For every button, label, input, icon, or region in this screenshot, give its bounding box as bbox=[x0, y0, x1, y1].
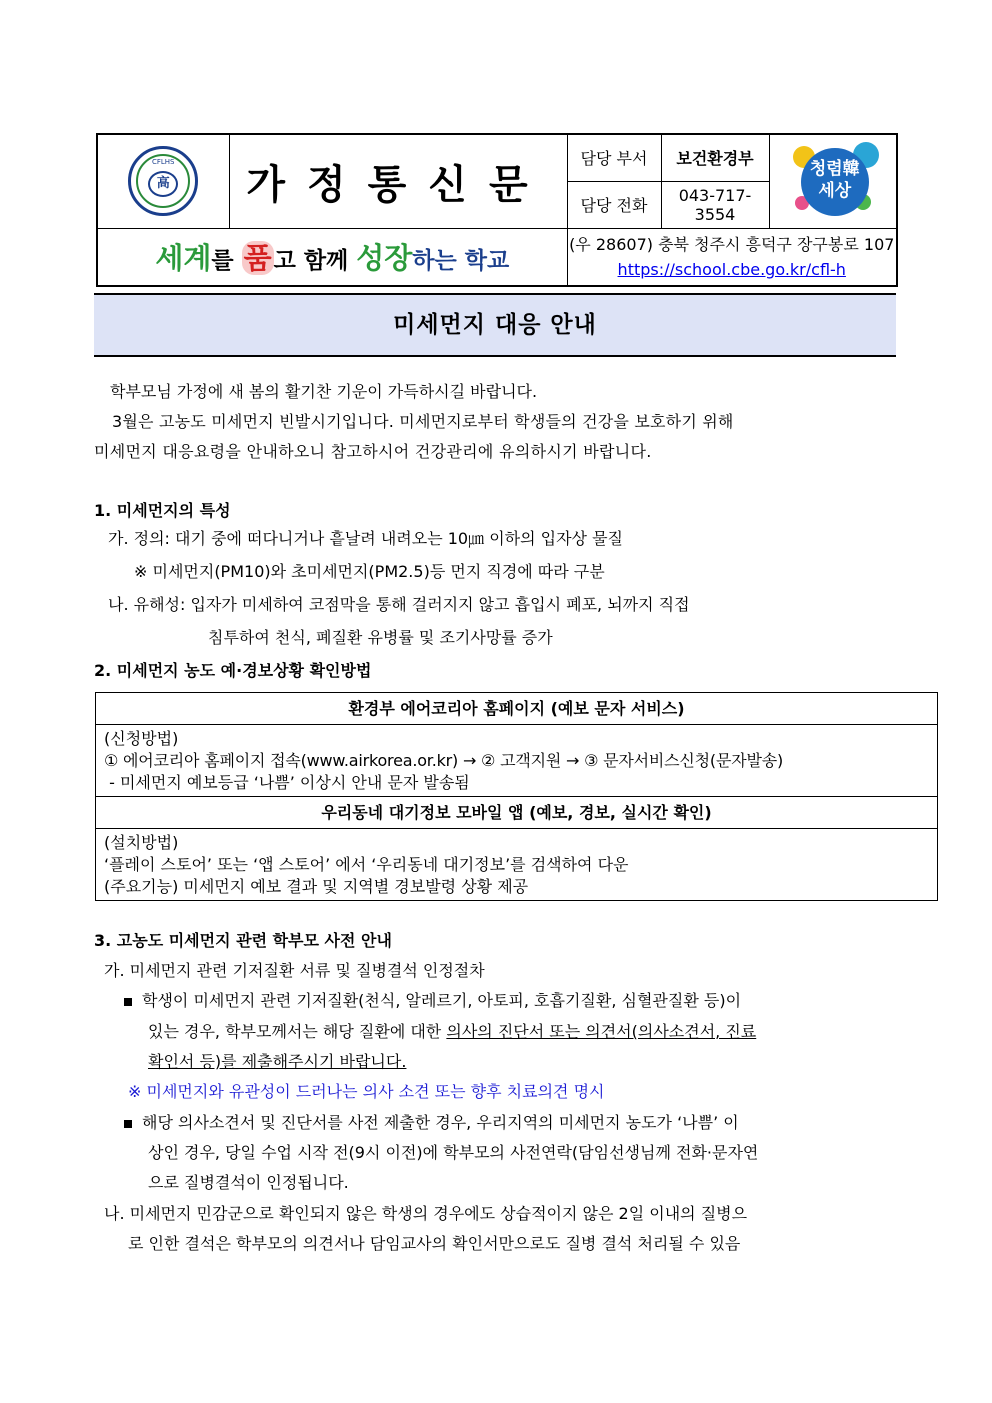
slogan-part-2: 를 bbox=[211, 248, 242, 275]
bullet-2-line-1: 해당 의사소견서 및 진단서를 사전 제출한 경우, 우리지역의 미세먼지 농도가 ‘나쁨’ 이 bbox=[142, 1113, 739, 1132]
intro-line-3: 미세먼지 대응요령을 안내하오니 참고하시어 건강관리에 유의하시기 바랍니다. bbox=[94, 442, 652, 461]
phone-label: 담당 전화 bbox=[567, 181, 661, 228]
section-3-b-line-1: 나. 미세먼지 민감군으로 확인되지 않은 학생의 경우에도 상습적이지 않은 2일 이내의 질병으 bbox=[104, 1204, 748, 1223]
section-3-b-line-2: 로 인한 결석은 학부모의 의견서나 담임교사의 확인서만으로도 질병 결석 처리될 수 있음 bbox=[128, 1234, 741, 1253]
bullet-1-line-1: 학생이 미세먼지 관련 기저질환(천식, 알레르기, 아토피, 호흡기질환, 심혈관질환 등)이 bbox=[142, 991, 742, 1010]
airkorea-body bbox=[96, 725, 937, 797]
section-1-harm-line-2: 침투하여 천식, 폐질환 유병률 및 조기사망률 증가 bbox=[208, 628, 553, 647]
slogan-part-4: 고 함께 bbox=[273, 248, 357, 275]
slogan-part-5: 성장 bbox=[356, 241, 413, 276]
airkorea-title: 환경부 에어코리아 홈페이지 (예보 문자 서비스) bbox=[96, 693, 937, 725]
dept-label: 담당 부서 bbox=[567, 134, 661, 181]
section-2-heading: 2. 미세먼지 농도 예·경보상황 확인방법 bbox=[94, 661, 372, 680]
mark-text-2: 세상 bbox=[818, 181, 852, 202]
emblem-char: 高 bbox=[148, 171, 178, 197]
bullet-1-line-2a: 있는 경우, 학부모께서는 해당 질환에 대한 bbox=[148, 1022, 447, 1041]
app-body bbox=[96, 829, 937, 900]
slogan-part-6: 하는 학교 bbox=[412, 248, 510, 275]
section-3-bullet-1 bbox=[124, 990, 741, 1012]
app-title: 우리동네 대기정보 모바일 앱 (예보, 경보, 실시간 확인) bbox=[96, 797, 937, 829]
airkorea-line-1: (신청방법) bbox=[104, 729, 179, 748]
integrity-logo-icon bbox=[783, 140, 883, 222]
bullet-1-line-2b: 의사의 진단서 또는 의견서(의사소견서, 진료 bbox=[446, 1022, 757, 1041]
section-1-note: ※ 미세먼지(PM10)와 초미세먼지(PM2.5)등 먼지 직경에 따라 구분 bbox=[134, 562, 605, 581]
section-3-heading: 3. 고농도 미세먼지 관련 학부모 사전 안내 bbox=[94, 931, 392, 950]
integrity-mark-cell bbox=[769, 134, 897, 228]
bullet-1-line-2-wrap bbox=[148, 1021, 756, 1043]
section-1-definition: 가. 정의: 대기 중에 떠다니거나 흩날려 내려오는 10㎛ 이하의 입자상 물질 bbox=[108, 529, 624, 548]
intro-line-1: 학부모님 가정에 새 봄의 활기찬 기운이 가득하시길 바랍니다. bbox=[110, 382, 538, 401]
section-1-harm-line-1: 나. 유해성: 입자가 미세하여 코점막을 통해 걸러지지 않고 흡입시 폐포, 뇌까지 직접 bbox=[108, 595, 690, 614]
info-box bbox=[95, 692, 938, 901]
bullet-icon bbox=[124, 1120, 132, 1128]
slogan-part-3: 품 bbox=[243, 241, 272, 276]
section-3-bullet-2 bbox=[124, 1112, 739, 1134]
dept-value: 보건환경부 bbox=[661, 134, 769, 181]
bullet-2-line-2: 상인 경우, 당일 수업 시작 전(9시 이전)에 학부모의 사전연락(담임선생님께 전화·문자연 bbox=[148, 1143, 759, 1162]
notice-title-banner: 미세먼지 대응 안내 bbox=[94, 293, 896, 357]
section-3-note: ※ 미세먼지와 유관성이 드러나는 의사 소견 또는 향후 치료의견 명시 bbox=[128, 1082, 605, 1101]
phone-value: 043-717-3554 bbox=[661, 181, 769, 228]
app-line-3: (주요기능) 미세먼지 예보 결과 및 지역별 경보발령 상황 제공 bbox=[104, 877, 529, 896]
section-3-a: 가. 미세먼지 관련 기저질환 서류 및 질병결석 인정절차 bbox=[104, 961, 485, 980]
app-line-2: ‘플레이 스토어’ 또는 ‘앱 스토어’ 에서 ‘우리동네 대기정보’를 검색하여 다운 bbox=[104, 855, 629, 874]
bullet-1-line-3: 확인서 등)를 제출해주시기 바랍니다. bbox=[148, 1052, 407, 1071]
letter-header bbox=[96, 133, 896, 285]
school-address-cell bbox=[567, 228, 897, 286]
school-slogan bbox=[97, 228, 567, 286]
airkorea-line-2: ① 에어코리아 홈페이지 접속(www.airkorea.or.kr) → ② 고객지원 → ③ 문자서비스신청(문자발송) bbox=[104, 751, 784, 770]
school-address: (우 28607) 충북 청주시 흥덕구 장구봉로 107 bbox=[569, 234, 895, 254]
app-line-1: (설치방법) bbox=[104, 833, 179, 852]
school-emblem-icon bbox=[128, 146, 198, 216]
bullet-icon bbox=[124, 998, 132, 1006]
airkorea-line-3: - 미세먼지 예보등급 ‘나쁨’ 이상시 안내 문자 발송됨 bbox=[104, 773, 470, 792]
mark-text-1: 청렴韓 bbox=[809, 159, 860, 180]
slogan-part-1: 세계 bbox=[155, 241, 212, 276]
bullet-2-line-3: 으로 질병결석이 인정됩니다. bbox=[148, 1173, 349, 1192]
letter-title: 가정통신문 bbox=[229, 134, 567, 228]
intro-line-2: 3월은 고농도 미세먼지 빈발시기입니다. 미세먼지로부터 학생들의 건강을 보호하기 위해 bbox=[112, 412, 734, 431]
school-emblem-cell bbox=[97, 134, 229, 228]
section-1-heading: 1. 미세먼지의 특성 bbox=[94, 501, 231, 520]
emblem-tag: CFLHS bbox=[151, 158, 175, 167]
school-website-link[interactable]: https://school.cbe.go.kr/cfl-h bbox=[617, 259, 846, 279]
